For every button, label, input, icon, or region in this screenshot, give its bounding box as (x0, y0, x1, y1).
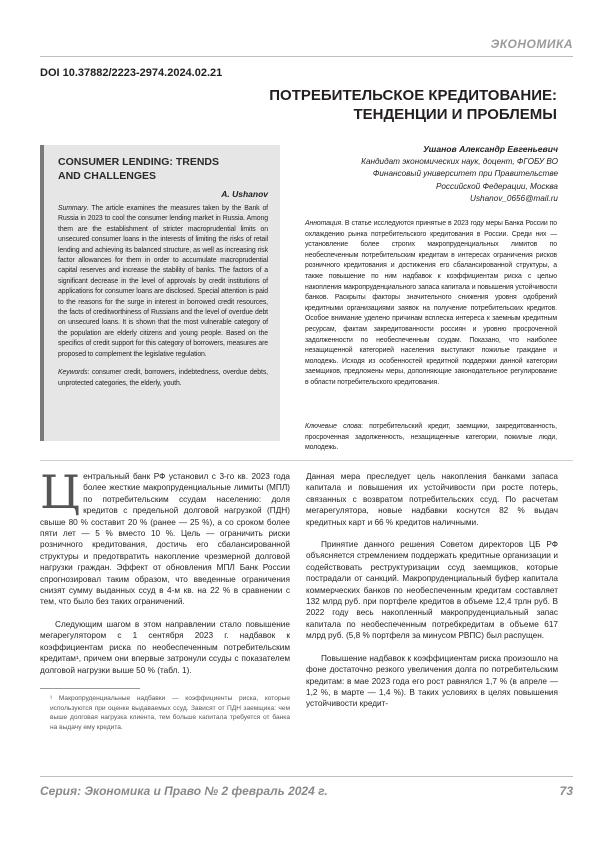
body-column-right (306, 471, 558, 721)
paragraph-text: ентральный банк РФ установил с 3-го кв. 2023 года более жесткие макропруденциальные лимиты (МПЛ) по потребительским ссудам населению: доля кредитов с предельной долговой нагрузкой (ПДН) свыше 80 % составит 20 % (ранее — 25 %), а со сроком более пяти лет — 5 % вместо 10 %. Цель — ограничить риски розничного кредитования, достичь его сбалансированной структуры и предотвратить накопление чрезмерной долговой нагрузки граждан. Эффект от обновления МПЛ Банк России спрогнозировал таким образом, что введенные ограничения снизят сумму выданных ссуд в 4-м кв. на 22 % в сравнении с тем, что было без таких ограничений. (40, 472, 290, 607)
english-title-line-2: AND CHALLENGES (58, 170, 157, 182)
footnote-divider (40, 688, 140, 689)
english-author: A. Ushanov (221, 189, 268, 199)
keywords-label: Keywords (58, 369, 88, 377)
russian-abstract-text: . В статье исследуются принятые в 2023 году меры Банка России по охлаждению рынка потребительского кредитования в России. Среди них — установление более строгих макропруденциальных лимитов по необеспеченным потребительским кредитам в интересах ограничения рисков розничного кредитования и достижения его сбалансированной структуры, а также повышение по ним надбавок к коэффициентам риска с целью накопления макропруденциального запаса капитала и повышения устойчивости банков. Раскрыты факторы значительного снижения уровня одобрений кредитными организациями заявок на получение потребительских кредитов. Особое внимание уделено причинам всплеска интереса к заемным кредитным ресурсам, фактам закредитованности россиян и уровню просроченной задолженности по необеспеченным ссудам. Показано, что наиболее незащищенной категорией населения выступают пожилые граждане и молодежь. Исходя из особенностей кредитной поддержки данной категории заемщиков, предложены меры, дополняющие законодательное регулирование в области потребительского кредитования. (305, 220, 557, 386)
author-affiliation: Финансовый университет при Правительстве (372, 169, 558, 178)
keywords-text: : consumer credit, borrowers, indebtedness, overdue debts, unprotected categories, the elderly, youth. (58, 369, 268, 387)
footnote: ¹ Макропруденциальные надбавки — коэффициенты риска, которые используются при оценке выдаваемых ссуд. Зависят от ПДН заемщика: чем выше долговая нагрузка клиента, тем больше капитала требуется от банка на выдачу ему кредита. (50, 695, 290, 731)
body-paragraph: Принятие данного решения Советом директоров ЦБ РФ объясняется стремлением поддержать кредитные организации и содействовать реструктуризации ссуд заемщиков, которые пострадали от санкций. Макропруденциальный буфер капитала коммерческих банков по необеспеченным кредитам составляет 132 млрд руб. при портфеле кредитов в объеме 12,4 трлн руб. В 2022 году весь накопленный макропруденциальный запас капитала по необеспеченным потребкредитам в объеме 617 млрд руб. (5,8 % портфеля за минусом РВПС) был распущен. (306, 540, 558, 641)
title-line-2: ТЕНДЕНЦИИ И ПРОБЛЕМЫ (353, 106, 557, 123)
author-degree: Кандидат экономических наук, доцент, ФГОБУ ВО (361, 156, 558, 166)
english-abstract-box (40, 145, 280, 441)
body-column-left (40, 465, 290, 687)
russian-keywords-text: : потребительский кредит, заемщики, закредитованность, просроченная задолженность, незащищенные категории, пожилые люди, молодежь. (305, 423, 557, 452)
doi[interactable]: DOI 10.37882/2223-2974.2024.02.21 (40, 67, 223, 79)
header-divider (40, 56, 573, 57)
body-divider (40, 460, 573, 461)
body-paragraph: Повышение надбавок к коэффициентам риска произошло на фоне достаточно резкого увеличения долга по потребительским кредитам: в мае 2023 года его рост равнялся 1,7 % (в апреле — 1,2 %, в марте — 1,4 %). В таких условиях в целях повышения устойчивости кредит- (306, 653, 558, 709)
footer-divider (40, 776, 573, 777)
footer-series: Серия: Экономика и Право № 2 февраль 2024 г. (40, 784, 328, 798)
article-title (245, 86, 557, 124)
russian-keywords (305, 422, 557, 454)
page-number: 73 (559, 784, 573, 798)
body-paragraph (40, 465, 290, 608)
summary-text: . The article examines the measures taken by the Bank of Russia in 2023 to cool the consumer lending market in Russia. Among them are the establishment of stricter macroprudential limits on unsecured consumer loans in the interests of limiting the risks of retail lending and achieving its balanced structure, as well as increasing risk factor allowances for them in order to accumulate macroprudential capital reserves and increase the stability of banks. The factors of a significant decrease in the level of approvals by credit institutions of applications for consumer loans are disclosed. Special attention is paid to the reasons for the surge in interest in borrowed credit resources, the facts of creditworthiness of Russians and the level of overdue debt on unsecured loans. It is shown that the most vulnerable category of the population are elderly citizens and young people. Based on the specifics of credit support for this category of borrowers, measures are proposed to complement the legislative regulation. (58, 205, 268, 358)
russian-keywords-label: Ключевые слова (305, 423, 362, 430)
summary-label: Summary (58, 205, 87, 212)
body-paragraph: Следующим шагом в этом направлении стало повышение мегарегулятором с 1 сентября 2023 г. надбавок к коэффициентам риска по необеспеченным потребительским кредитам¹, причем они впервые затронули ссуды с показателем долговой нагрузки выше 50 % (табл. 1). (40, 619, 290, 675)
author-affiliation-city: Российской Федерации, Москва (435, 181, 558, 191)
author-info (300, 143, 558, 206)
author-name: Ушанов Александр Евгеньевич (423, 144, 558, 154)
english-title (58, 155, 268, 183)
english-title-line-1: CONSUMER LENDING: TRENDS (58, 156, 220, 168)
author-email[interactable]: Ushanov_0656@mail.ru (470, 194, 558, 203)
drop-cap: Ц (40, 465, 81, 519)
body-paragraph: Данная мера преследует цель накопления банками запаса капитала и повышения их устойчивости при росте потерь, связанных с возвратом потребительских ссуд. По расчетам мегарегулятора, новые надбавки коснутся 82 % выдач кредитных карт и 66 % кредитов наличными. (306, 472, 558, 527)
english-summary (58, 204, 268, 360)
russian-abstract (305, 219, 557, 389)
russian-abstract-label: Аннотация (305, 220, 342, 227)
english-keywords (58, 368, 268, 389)
title-line-1: ПОТРЕБИТЕЛЬСКОЕ КРЕДИТОВАНИЕ: (269, 87, 557, 104)
section-label: ЭКОНОМИКА (490, 37, 573, 51)
